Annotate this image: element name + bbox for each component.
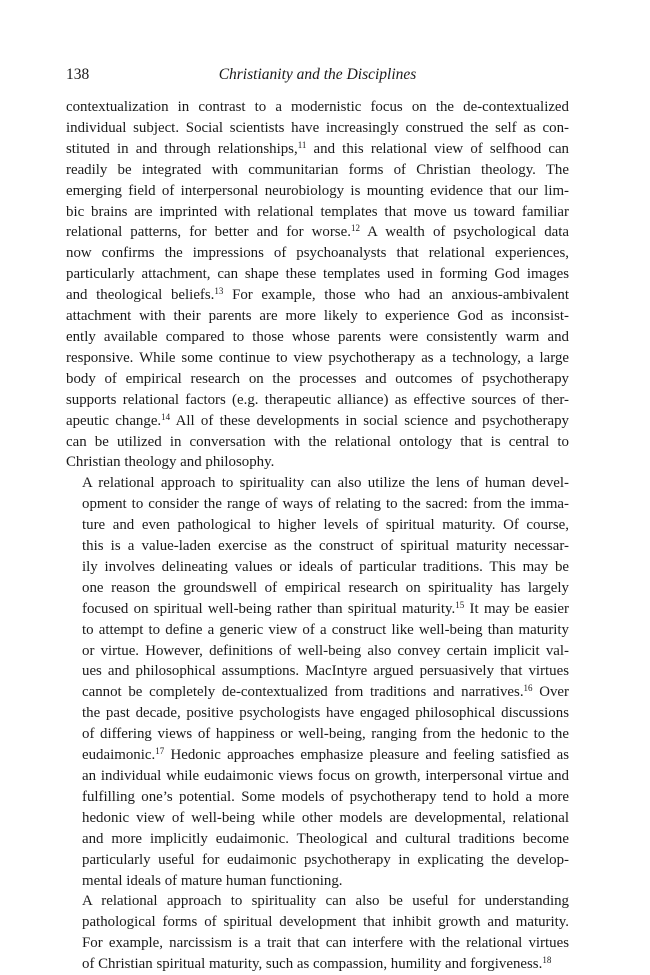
book-page <box>66 62 569 975</box>
text-line: now confirms the impressions of psychoanalysts that relational experiences, <box>66 245 569 262</box>
text-line: opment to consider the range of ways of relating to the sacred: from the imma- <box>82 496 569 513</box>
text-line: particularly useful for eudaimonic psychotherapy in explicating the develop- <box>82 851 569 868</box>
text-line: mental ideals of mature human functioning. <box>82 872 343 889</box>
text-line: pathological forms of spiritual development that inhibit growth and maturity. <box>82 914 569 931</box>
footnote-marker: 15 <box>455 599 465 610</box>
text-line: cannot be completely de-contextualized from traditions and narratives.$^{16}$ Over <box>82 683 569 701</box>
paragraph <box>66 473 569 891</box>
text-line: bic brains are imprinted with relational templates that move us toward familiar <box>66 203 569 220</box>
text-line: fulfilling one’s potential. Some models of psychotherapy tend to hold a more <box>82 788 569 805</box>
text-line: Christian theology and philosophy. <box>66 454 275 471</box>
footnote-marker: 16 <box>523 683 533 694</box>
body-text <box>66 97 569 975</box>
text-line: ture and even pathological to higher levels of spiritual maturity. Of course, <box>82 517 569 534</box>
text-line: apeutic change.$^{14}$ All of these developments in social science and psychotherapy <box>66 411 569 429</box>
text-line: focused on spiritual well-being rather than spiritual maturity.$^{15}$ It may be easier <box>82 599 569 617</box>
text-line: this is a value-laden exercise as the construct of spiritual maturity necessar- <box>82 538 569 555</box>
text-line: stituted in and through relationships,$^{11}$ and this relational view of selfhood can <box>66 139 569 157</box>
text-line: of Christian spiritual maturity, such as compassion, humility and forgiveness.$^{18}$ <box>82 955 552 973</box>
text-line: attachment with their parents are more likely to experience God as inconsist- <box>66 308 569 325</box>
footnote-marker: 12 <box>350 223 360 234</box>
footnote-marker: 18 <box>542 955 552 966</box>
text-line: A relational approach to spirituality can also be useful for understanding <box>82 893 569 910</box>
text-line: of differing views of happiness or well-being, ranging from the hedonic to the <box>82 726 569 743</box>
footnote-marker: 11 <box>297 139 307 150</box>
page-number: 138 <box>66 66 90 83</box>
text-line: to attempt to define a generic view of a construct like well-being than maturity <box>82 621 569 638</box>
text-line: relational patterns, for better and for worse.$^{12}$ A wealth of psychological data <box>66 223 570 241</box>
text-line: ently available compared to those whose parents were consistently warm and <box>66 328 569 345</box>
text-line: individual subject. Social scientists have increasingly construed the self as con- <box>66 119 569 136</box>
text-line: and more implicitly eudaimonic. Theological and cultural traditions become <box>82 830 569 847</box>
text-line: For example, narcissism is a trait that can interfere with the relational virtues <box>82 935 569 952</box>
paragraph <box>66 97 569 473</box>
text-line: emerging field of interpersonal neurobiology is mounting evidence that our lim- <box>66 182 569 199</box>
text-line: ues and philosophical assumptions. MacIntyre argued persuasively that virtues <box>82 663 569 680</box>
running-head <box>66 62 569 88</box>
text-line: body of empirical research on the processes and outcomes of psychotherapy <box>66 370 569 387</box>
footnote-marker: 13 <box>214 286 224 297</box>
text-line: supports relational factors (e.g. therapeutic alliance) as effective sources of ther- <box>66 391 569 408</box>
text-line: an individual while eudaimonic views focus on growth, interpersonal virtue and <box>82 768 569 784</box>
text-line: can be utilized in conversation with the relational ontology that is central to <box>66 433 569 450</box>
text-line: eudaimonic.$^{17}$ Hedonic approaches emphasize pleasure and feeling satisfied as <box>82 746 569 764</box>
text-line: or virtue. However, definitions of well-being also convey certain implicit val- <box>82 642 569 659</box>
footnote-marker: 17 <box>155 746 165 757</box>
text-line: A relational approach to spirituality can also utilize the lens of human devel- <box>82 475 569 492</box>
text-line: one reason the groundswell of empirical research on spirituality has largely <box>82 579 569 596</box>
text-line: the past decade, positive psychologists have engaged philosophical discussions <box>82 705 569 722</box>
text-line: particularly attachment, can shape these templates used in forming God images <box>66 266 569 283</box>
text-line: readily be integrated with communitarian forms of Christian theology. The <box>66 161 569 178</box>
text-line: ily involves delineating values or ideals of particular traditions. This may be <box>82 558 569 575</box>
text-line: hedonic view of well-being while other models are developmental, relational <box>82 809 569 826</box>
text-line: and theological beliefs.$^{13}$ For example, those who had an anxious-ambivalent <box>66 286 569 304</box>
running-title: Christianity and the Disciplines <box>218 66 417 83</box>
paragraph <box>66 891 569 975</box>
text-line: responsive. While some continue to view psychotherapy as a technology, a large <box>66 349 569 366</box>
text-line: contextualization in contrast to a modernistic focus on the de-contextualized <box>66 99 569 115</box>
footnote-marker: 14 <box>161 411 171 422</box>
